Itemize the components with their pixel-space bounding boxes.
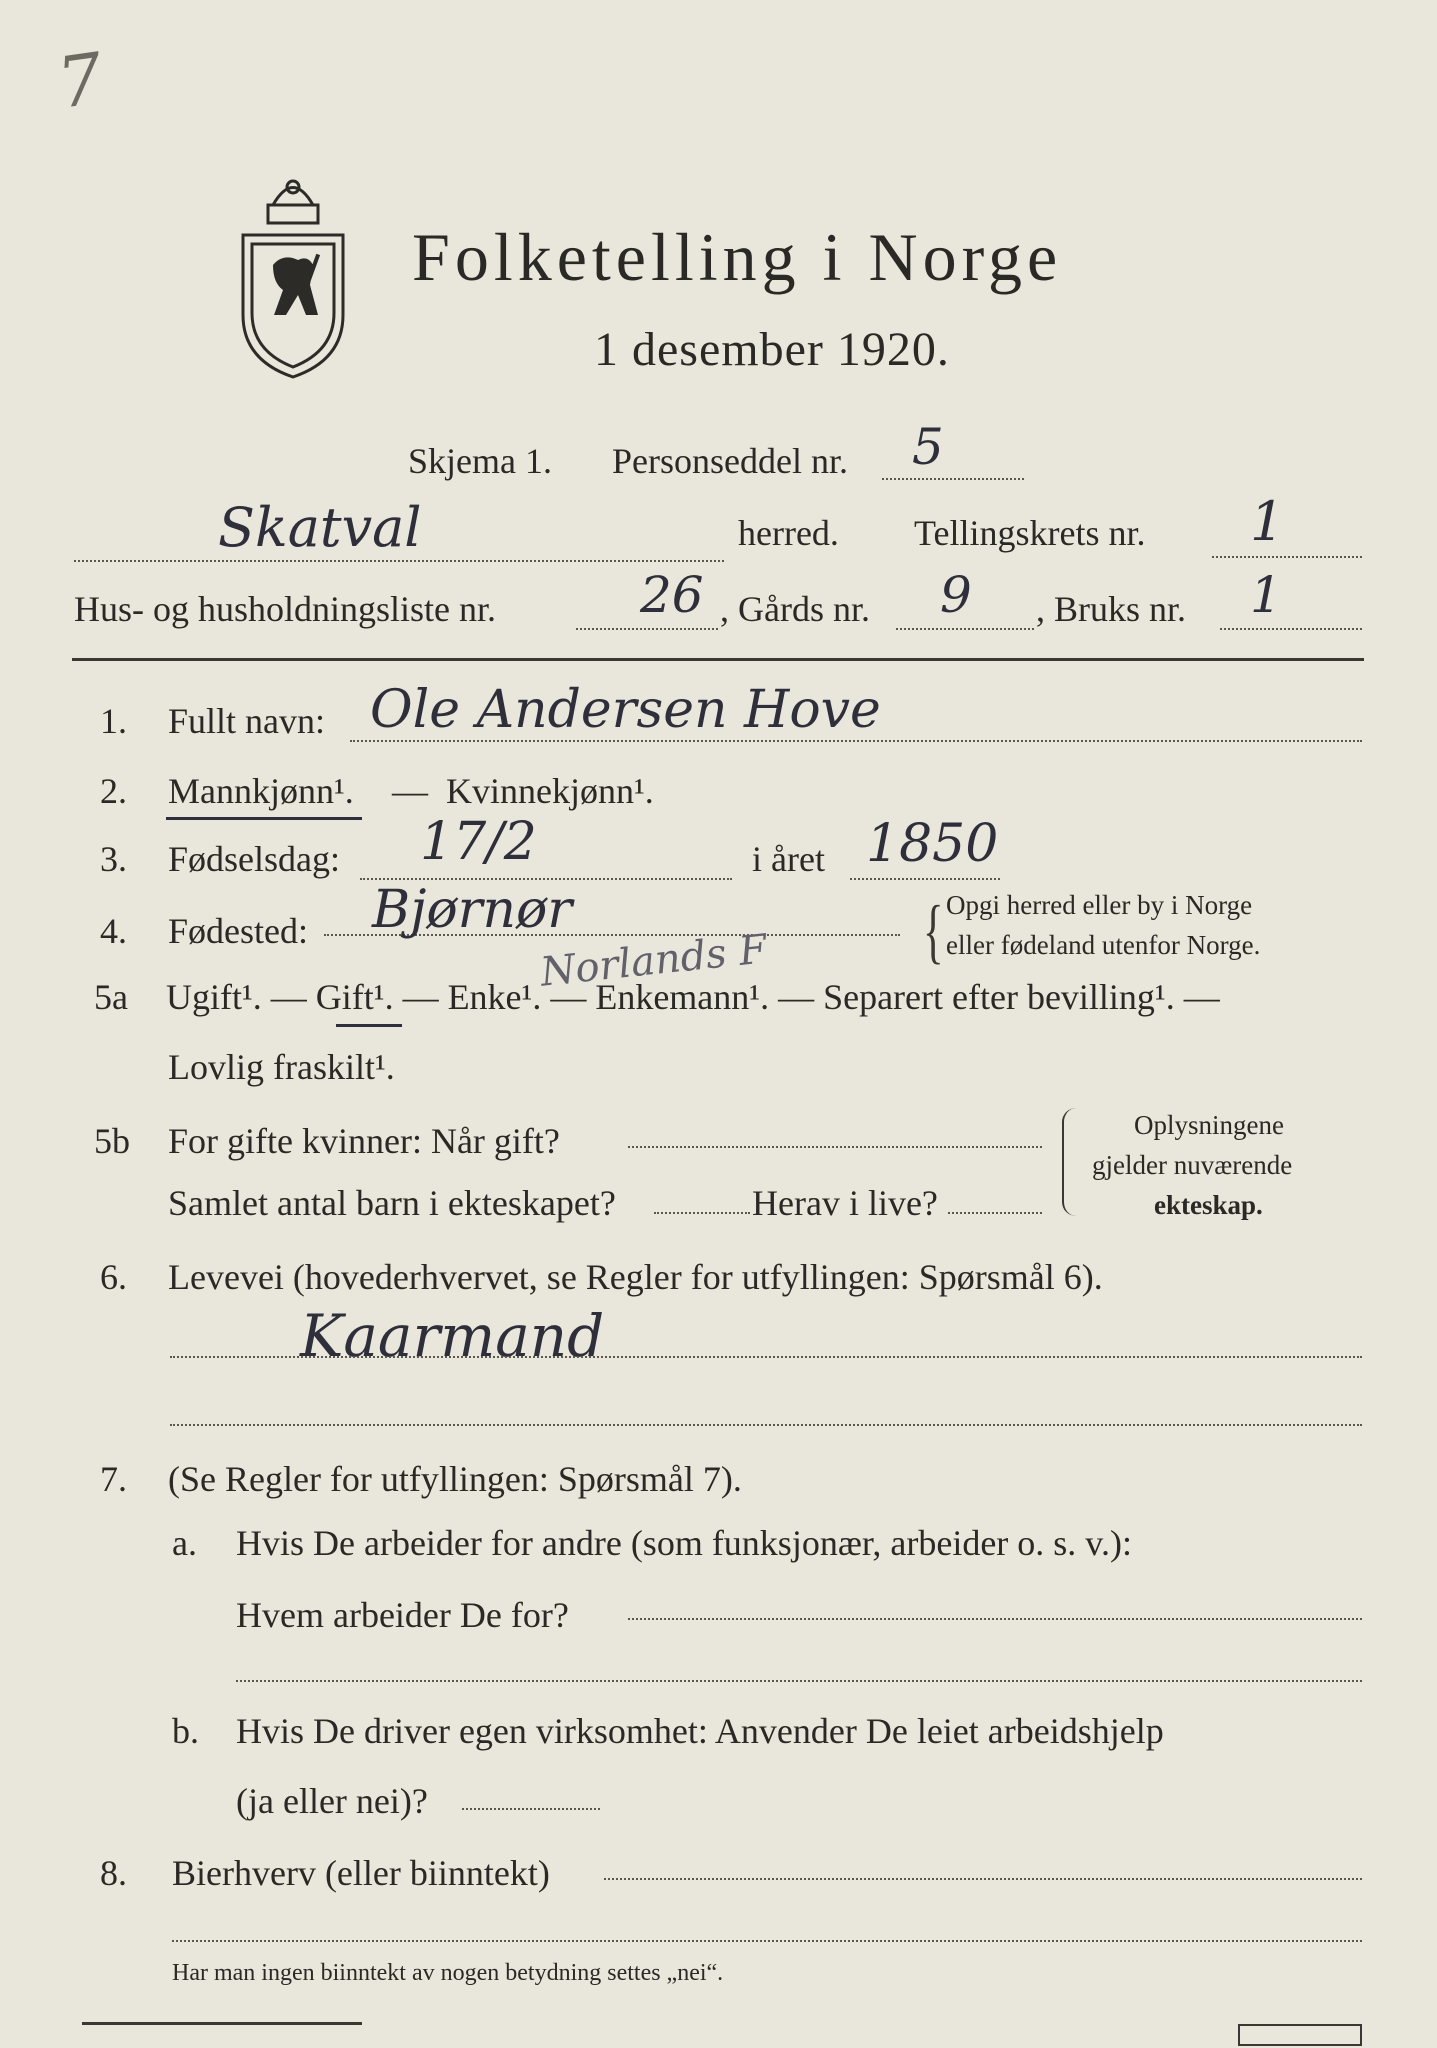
q5a-line2: Lovlig fraskilt¹.: [168, 1047, 395, 1087]
q5b-children-line: [654, 1212, 750, 1214]
q6-line-2: [170, 1424, 1362, 1426]
q5b-alive-line: [948, 1212, 1042, 1214]
husliste-line: [576, 628, 718, 630]
q4-number: 4.: [100, 911, 127, 951]
male-underline: [166, 817, 362, 820]
bruks-label: , Bruks nr.: [1036, 589, 1187, 629]
printer-stamp: [1238, 2024, 1362, 2046]
header-divider: [72, 658, 1364, 661]
bruks-value[interactable]: 1: [1250, 566, 1282, 624]
q5b-note-line3: ekteskap.: [1154, 1190, 1263, 1220]
q7a-letter: a.: [172, 1523, 197, 1563]
q2-dash: —: [392, 771, 428, 811]
form-date: 1 desember 1920.: [594, 323, 950, 376]
gift-underline: [336, 1024, 402, 1027]
corner-mark: 7: [52, 37, 109, 125]
q1-line: [350, 740, 1362, 742]
q3-year-label: i året: [752, 839, 825, 879]
tellingskrets-value[interactable]: 1: [1250, 490, 1285, 553]
q7a-line-2: [236, 1680, 1362, 1682]
coat-of-arms-icon: [228, 165, 358, 380]
q5a-line1: Ugift¹. — Gift¹. — Enke¹. — Enkemann¹. — Separert efter bevilling¹. —: [166, 977, 1220, 1017]
tellingskrets-line: [1212, 556, 1362, 558]
q8-label: Bierhverv (eller biinntekt): [172, 1853, 550, 1893]
q5b-married-line: [628, 1146, 1042, 1148]
birthplace-value[interactable]: Bjørnør: [372, 880, 573, 940]
q2-female: Kvinnekjønn¹.: [446, 771, 654, 811]
q8-number: 8.: [100, 1853, 127, 1893]
q7a-line2: Hvem arbeider De for?: [236, 1595, 569, 1635]
birth-year-value[interactable]: 1850: [866, 814, 999, 874]
gards-label: , Gårds nr.: [720, 589, 870, 629]
q7b-line1: Hvis De driver egen virksomhet: Anvender De leiet arbeidshjelp: [236, 1711, 1164, 1751]
personseddel-line: [882, 478, 1024, 480]
q5b-bracket-left: [1062, 1108, 1078, 1216]
q7a-line: [628, 1618, 1362, 1620]
occupation-value[interactable]: Kaarmand: [300, 1302, 605, 1370]
q8-line-2: [172, 1940, 1362, 1942]
birthday-value[interactable]: 17/2: [420, 812, 537, 872]
footer-note: Har man ingen biinntekt av nogen betydning settes „nei“.: [172, 1960, 724, 1986]
husliste-value[interactable]: 26: [640, 566, 704, 624]
q5b-children-label: Samlet antal barn i ekteskapet?: [168, 1183, 616, 1223]
gards-value[interactable]: 9: [940, 566, 972, 624]
birthplace-value-2[interactable]: Norlands F: [538, 926, 770, 996]
full-name-value[interactable]: Ole Andersen Hove: [370, 680, 881, 740]
schema-label: Skjema 1.: [408, 441, 552, 481]
q5b-note-line1: Oplysningene: [1134, 1110, 1284, 1140]
form-title: Folketelling i Norge: [412, 219, 1063, 295]
herred-label: herred.: [738, 513, 839, 553]
q7-label: (Se Regler for utfyllingen: Spørsmål 7).: [168, 1459, 742, 1499]
q6-number: 6.: [100, 1257, 127, 1297]
q7a-line1: Hvis De arbeider for andre (som funksjonær, arbeider o. s. v.):: [236, 1523, 1132, 1563]
q4-note-line1: Opgi herred eller by i Norge: [946, 890, 1253, 920]
bruks-line: [1220, 628, 1362, 630]
herred-value[interactable]: Skatval: [218, 496, 422, 559]
q2-male: Mannkjønn¹.: [168, 771, 354, 811]
herred-line: [74, 560, 724, 562]
q5b-number: 5b: [94, 1121, 130, 1161]
gards-line: [896, 628, 1034, 630]
personseddel-label: Personseddel nr.: [612, 441, 848, 481]
q4-note-line2: eller fødeland utenfor Norge.: [946, 930, 1261, 960]
footer-rule: [82, 2022, 362, 2025]
q7b-letter: b.: [172, 1711, 199, 1751]
q4-label: Fødested:: [168, 911, 308, 951]
q2-number: 2.: [100, 771, 127, 811]
q8-line: [604, 1878, 1362, 1880]
q5a-number: 5a: [94, 977, 128, 1017]
tellingskrets-label: Tellingskrets nr.: [914, 513, 1146, 553]
q7b-line: [462, 1808, 600, 1810]
q3-label: Fødselsdag:: [168, 839, 341, 879]
q4-brace: {: [922, 891, 944, 971]
q7b-line2: (ja eller nei)?: [236, 1781, 428, 1821]
q6-line-1: [170, 1356, 1362, 1358]
q3-year-line: [850, 878, 1000, 880]
q5b-married-label: For gifte kvinner: Når gift?: [168, 1121, 560, 1161]
q7-number: 7.: [100, 1459, 127, 1499]
q3-number: 3.: [100, 839, 127, 879]
q5b-alive-label: Herav i live?: [752, 1183, 938, 1223]
q1-number: 1.: [100, 701, 127, 741]
q6-label: Levevei (hovederhvervet, se Regler for utfyllingen: Spørsmål 6).: [168, 1257, 1103, 1297]
personseddel-value[interactable]: 5: [912, 418, 944, 476]
q5b-note-line2: gjelder nuværende: [1092, 1150, 1293, 1180]
q1-label: Fullt navn:: [168, 701, 326, 741]
husliste-label: Hus- og husholdningsliste nr.: [74, 589, 497, 629]
